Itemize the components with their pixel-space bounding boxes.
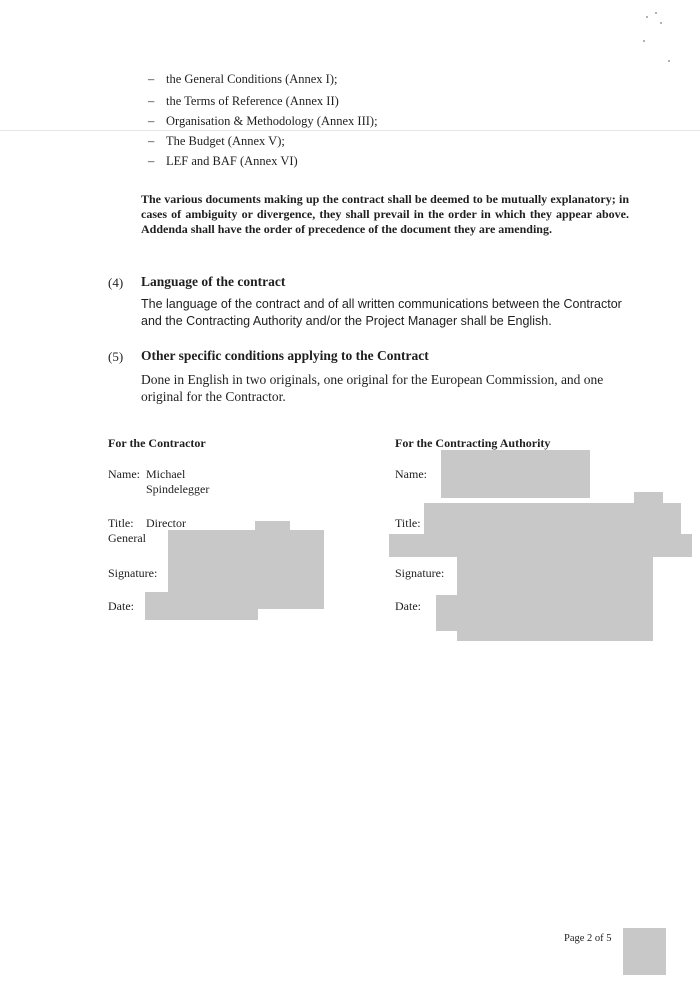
list-item-text: the General Conditions (Annex I); xyxy=(166,72,338,86)
redaction-box xyxy=(424,503,681,534)
list-item-text: the Terms of Reference (Annex II) xyxy=(166,94,339,108)
list-item xyxy=(148,154,298,169)
contractor-name-value: Michael Spindelegger xyxy=(146,467,210,496)
contractor-title-value: Director General xyxy=(108,516,186,545)
redaction-box xyxy=(436,595,466,631)
list-dash: – xyxy=(148,154,155,168)
list-dash: – xyxy=(148,134,155,148)
contractor-heading: For the Contractor xyxy=(108,436,206,450)
redaction-box xyxy=(441,450,590,498)
redaction-box xyxy=(457,557,653,641)
redaction-box xyxy=(623,928,666,975)
section-body: The language of the contract and of all written communications between the Contractor and the Contracting Authority and/or the Project Manager shall be English. xyxy=(141,297,622,328)
section-title: Language of the contract xyxy=(141,274,286,289)
authority-date-label: Date: xyxy=(395,599,421,613)
redaction-box xyxy=(389,534,692,557)
section-number: (4) xyxy=(108,275,124,290)
section-body: Done in English in two originals, one original for the European Commission, and one original for the Contractor. xyxy=(141,372,604,404)
scan-speck xyxy=(643,40,645,42)
section-number: (5) xyxy=(108,349,124,364)
scan-speck xyxy=(655,12,657,14)
scan-speck xyxy=(668,60,670,62)
list-item xyxy=(148,72,337,87)
authority-signature-label: Signature: xyxy=(395,566,445,580)
scan-speck xyxy=(646,16,648,18)
list-item xyxy=(148,134,285,149)
contractor-signature-label: Signature: xyxy=(108,566,158,580)
list-dash: – xyxy=(148,72,155,86)
list-item-text: LEF and BAF (Annex VI) xyxy=(166,154,298,168)
scan-rule-line xyxy=(0,130,700,131)
redaction-box xyxy=(145,592,258,620)
list-dash: – xyxy=(148,94,155,108)
section-title: Other specific conditions applying to the Contract xyxy=(141,348,429,363)
list-item-text: Organisation & Methodology (Annex III); xyxy=(166,114,378,128)
list-item xyxy=(148,94,339,109)
authority-title-label: Title: xyxy=(395,516,421,530)
list-item-text: The Budget (Annex V); xyxy=(166,134,285,148)
list-dash: – xyxy=(148,114,155,128)
scan-speck xyxy=(660,22,662,24)
contractor-name-label: Name: xyxy=(108,467,140,481)
contractor-title-label: Title: xyxy=(108,516,134,530)
authority-heading: For the Contracting Authority xyxy=(395,436,551,450)
precedence-paragraph: The various documents making up the contract shall be deemed to be mutually explanatory; in cases of ambiguity or divergence, they shall prevail in the order in which they appear above. Addenda shall have the order of precedence of the document they are amending. xyxy=(141,192,629,236)
list-item xyxy=(148,114,378,129)
authority-name-label: Name: xyxy=(395,467,427,481)
page-number: Page 2 of 5 xyxy=(564,933,612,944)
contractor-date-label: Date: xyxy=(108,599,134,613)
